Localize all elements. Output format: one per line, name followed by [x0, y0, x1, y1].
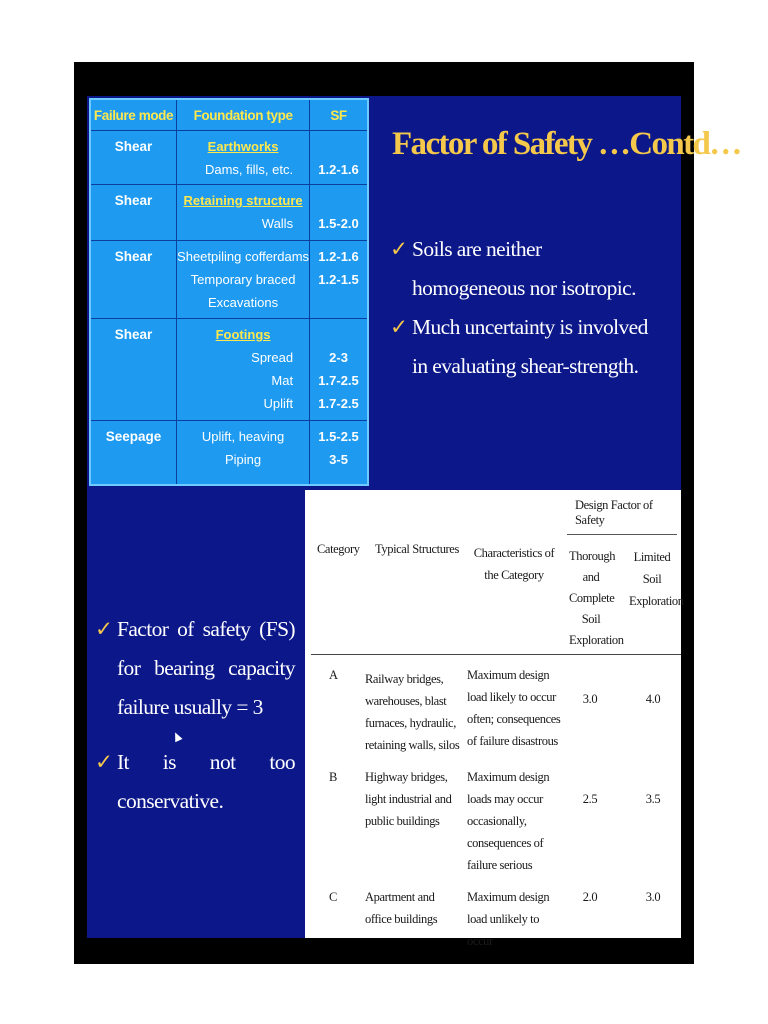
header-limited-exploration: Limited Soil Exploration	[629, 550, 684, 608]
checkmark-icon: ✓	[95, 750, 113, 774]
foundation-item: Temporary braced	[190, 272, 296, 287]
category-label: Footings	[215, 327, 271, 342]
thorough-value: 2.0	[582, 890, 598, 904]
slide	[87, 96, 741, 948]
category-cell: B	[329, 770, 337, 784]
foundation-type-cell	[177, 241, 310, 319]
bullet-item	[95, 743, 295, 821]
sf-value: 3-5	[329, 452, 348, 467]
sf-cell	[310, 185, 368, 241]
foundation-item: Sheetpiling cofferdams	[177, 249, 310, 264]
sf-value: 1.2-1.6	[318, 162, 359, 177]
characteristics-cell: Maximum design load unlikely to occur	[467, 890, 550, 948]
header-thorough-exploration: Thorough and Complete Soil Exploration	[569, 549, 624, 647]
sf-cell	[310, 131, 368, 185]
left-bullet-list	[95, 610, 295, 821]
bullet-item	[390, 308, 648, 386]
table-row	[90, 319, 368, 421]
foundation-type-cell	[177, 319, 310, 421]
checkmark-icon: ✓	[390, 315, 408, 339]
thorough-value: 2.5	[582, 792, 598, 806]
sf-value: 1.2-1.6	[318, 249, 359, 264]
table-row	[90, 185, 368, 241]
header-failure-mode: Failure mode	[90, 99, 177, 131]
characteristics-cell: Maximum design loads may occur occasionally, consequences of failure serious	[467, 770, 550, 872]
foundation-type-cell	[177, 185, 310, 241]
sf-cell	[310, 421, 368, 486]
thorough-value: 3.0	[582, 692, 598, 706]
category-label: Retaining structure	[183, 193, 303, 208]
foundation-item: Walls	[261, 216, 294, 231]
sf-value: 1.2-1.5	[318, 272, 359, 287]
right-bullet-list	[390, 230, 648, 386]
foundation-type-cell	[177, 131, 310, 185]
characteristics-cell: Maximum design load likely to occur often; consequences of failure disastrous	[467, 668, 561, 748]
sf-cell	[310, 319, 368, 421]
failure-mode-cell: Shear	[90, 319, 177, 421]
foundation-item: Excavations	[208, 295, 279, 310]
design-factor-table	[305, 490, 684, 948]
sf-value: 1.5-2.5	[318, 429, 359, 444]
design-factor-header: Design Factor of Safety	[575, 498, 653, 527]
bullet-text: Factor of safety (FS) for bearing capacity failure usually = 3	[117, 617, 295, 719]
foundation-item: Piping	[224, 452, 262, 467]
header-category: Category	[317, 542, 360, 556]
sf-value: 1.5-2.0	[318, 216, 359, 231]
foundation-item: Dams, fills, etc.	[204, 162, 294, 177]
foundation-item: Spread	[251, 350, 294, 365]
failure-mode-cell: Shear	[90, 185, 177, 241]
checkmark-icon: ✓	[390, 237, 408, 261]
sf-value: 2-3	[329, 350, 348, 365]
category-cell: C	[329, 890, 337, 904]
table-row	[90, 421, 368, 486]
bullet-text: It is not too conservative.	[117, 750, 295, 813]
table-header-row	[90, 99, 368, 131]
foundation-item: Uplift	[263, 396, 294, 411]
table-row	[90, 241, 368, 319]
limited-value: 3.0	[645, 890, 661, 904]
header-typical-structures: Typical Structures	[375, 542, 459, 556]
sf-value: 1.7-2.5	[318, 373, 359, 388]
header-characteristics: Characteristics of the Category	[473, 546, 555, 582]
header-sf: SF	[310, 99, 368, 131]
foundation-type-cell	[177, 421, 310, 486]
limited-value: 4.0	[645, 692, 661, 706]
header-divider	[567, 534, 677, 535]
foundation-item: Mat	[271, 373, 294, 388]
factor-of-safety-table	[89, 98, 369, 486]
foundation-item: Uplift, heaving	[201, 429, 285, 444]
structures-cell: Highway bridges, light industrial and public buildings	[365, 770, 452, 828]
limited-value: 3.5	[645, 792, 661, 806]
bullet-item	[390, 230, 648, 308]
failure-mode-cell: Shear	[90, 131, 177, 185]
table-row	[90, 131, 368, 185]
structures-cell: Railway bridges, warehouses, blast furnaces, hydraulic, retaining walls, silos	[365, 672, 460, 752]
failure-mode-cell: Seepage	[90, 421, 177, 486]
structures-cell: Apartment and office buildings	[365, 890, 438, 926]
sf-cell	[310, 241, 368, 319]
bullet-item	[95, 610, 295, 727]
header-foundation-type: Foundation type	[177, 99, 310, 131]
slide-title: Factor of Safety …Contd…	[392, 126, 741, 162]
header-divider	[311, 654, 681, 655]
sf-value: 1.7-2.5	[318, 396, 359, 411]
failure-mode-cell: Shear	[90, 241, 177, 319]
category-label: Earthworks	[207, 139, 279, 154]
category-cell: A	[329, 668, 338, 682]
checkmark-icon: ✓	[95, 617, 113, 641]
bullet-text: Soils are neither homogeneous nor isotropic.	[412, 237, 636, 300]
bullet-text: Much uncertainty is involved in evaluating shear-strength.	[412, 315, 648, 378]
